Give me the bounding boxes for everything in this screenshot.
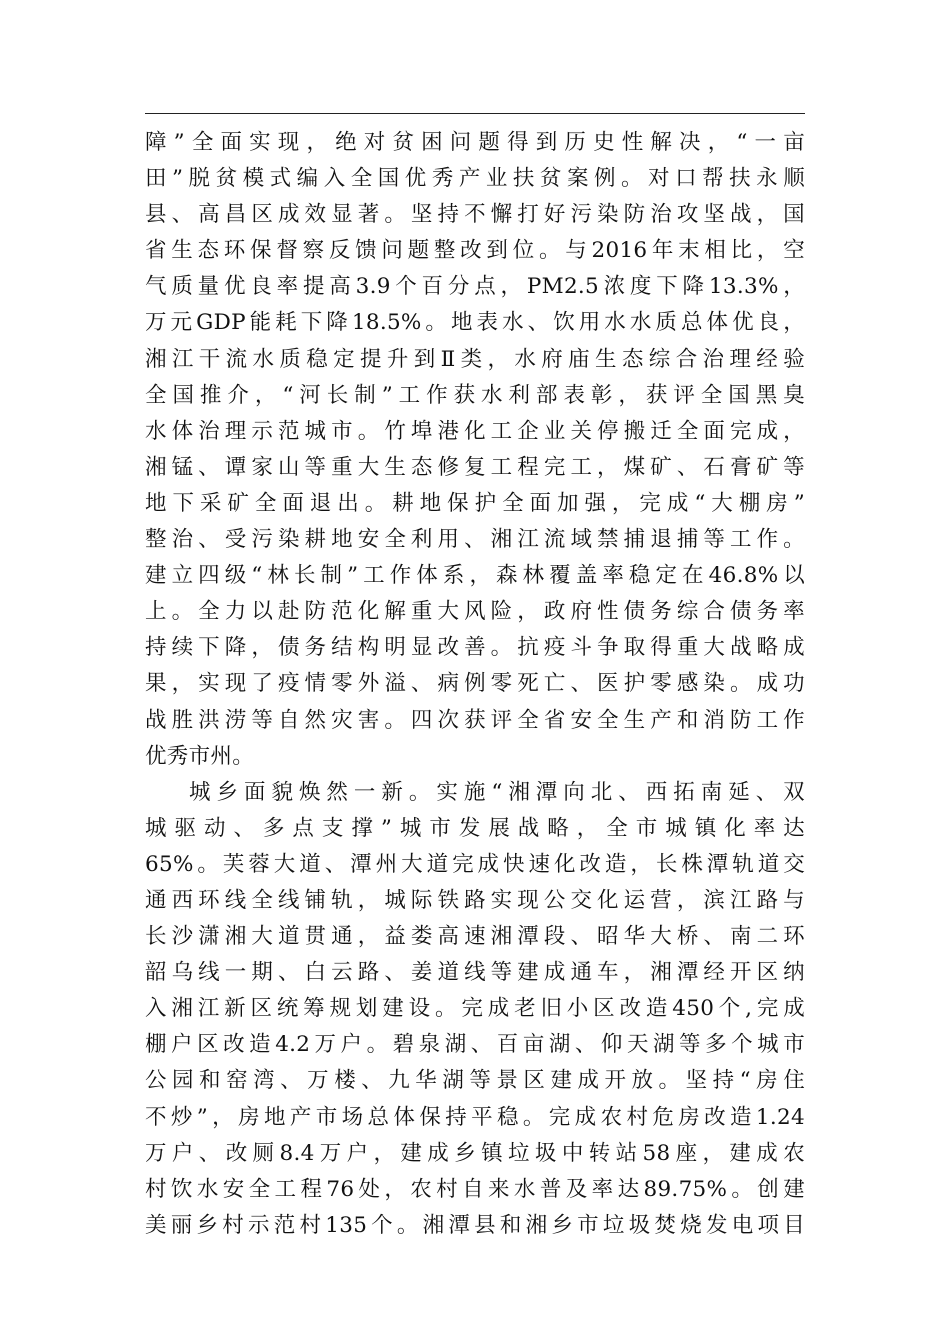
text-line: 万元GDP能耗下降18.5%。地表水、饮用水水质总体优良， <box>145 310 805 336</box>
body-text <box>145 125 805 1244</box>
text-line: 公园和窑湾、万楼、九华湖等景区建成开放。坚持“房住 <box>145 1068 805 1094</box>
header-rule <box>145 113 805 114</box>
text-line: 韶乌线一期、白云路、姜道线等建成通车，湘潭经开区纳 <box>145 960 805 986</box>
text-line: 优秀市州。 <box>145 743 255 769</box>
text-line: 整治、受污染耕地安全利用、湘江流域禁捕退捕等工作。 <box>145 527 805 553</box>
paragraph-2 <box>145 775 805 1244</box>
text-line: 上。全力以赴防范化解重大风险，政府性债务综合债务率 <box>145 599 805 625</box>
text-line: 入湘江新区统筹规划建设。完成老旧小区改造450个,完成 <box>145 996 805 1022</box>
text-line: 城驱动、多点支撑”城市发展战略，全市城镇化率达 <box>145 815 805 841</box>
text-line: 建立四级“林长制”工作体系，森林覆盖率稳定在46.8%以 <box>145 563 805 589</box>
text-line: 通西环线全线铺轨，城际铁路实现公交化运营，滨江路与 <box>145 887 805 913</box>
text-line: 65%。芙蓉大道、潭州大道完成快速化改造，长株潭轨道交 <box>145 851 805 877</box>
paragraph-1 <box>145 125 805 775</box>
text-line: 战胜洪涝等自然灾害。四次获评全省安全生产和消防工作 <box>145 707 805 733</box>
text-line: 果，实现了疫情零外溢、病例零死亡、医护零感染。成功 <box>145 671 805 697</box>
text-line: 村饮水安全工程76处，农村自来水普及率达89.75%。创建 <box>145 1176 805 1202</box>
text-line: 城乡面貌焕然一新。实施“湘潭向北、西拓南延、双 <box>189 779 805 805</box>
text-line: 全国推介，“河长制”工作获水利部表彰，获评全国黑臭 <box>145 382 805 408</box>
text-line: 湘江干流水质稳定提升到Ⅱ类，水府庙生态综合治理经验 <box>145 346 805 372</box>
text-line: 持续下降，债务结构明显改善。抗疫斗争取得重大战略成 <box>145 635 805 661</box>
text-line: 棚户区改造4.2万户。碧泉湖、百亩湖、仰天湖等多个城市 <box>145 1032 805 1058</box>
text-line: 美丽乡村示范村135个。湘潭县和湘乡市垃圾焚烧发电项目 <box>145 1212 805 1238</box>
text-line: 地下采矿全面退出。耕地保护全面加强，完成“大棚房” <box>145 490 805 516</box>
text-line: 水体治理示范城市。竹埠港化工企业关停搬迁全面完成， <box>145 418 805 444</box>
text-line: 障”全面实现，绝对贫困问题得到历史性解决，“一亩 <box>145 130 805 155</box>
text-line: 湘锰、谭家山等重大生态修复工程完工，煤矿、石膏矿等 <box>145 454 805 480</box>
text-line: 不炒”，房地产市场总体保持平稳。完成农村危房改造1.24 <box>145 1104 805 1130</box>
text-line: 省生态环保督察反馈问题整改到位。与2016年末相比，空 <box>145 238 805 264</box>
text-line: 气质量优良率提高3.9个百分点，PM2.5浓度下降13.3%， <box>145 274 805 300</box>
text-line: 田”脱贫模式编入全国优秀产业扶贫案例。对口帮扶永顺 <box>145 166 805 192</box>
text-line: 长沙潇湘大道贯通，益娄高速湘潭段、昭华大桥、南二环 <box>145 924 805 950</box>
text-line: 万户、改厕8.4万户，建成乡镇垃圾中转站58座，建成农 <box>145 1140 805 1166</box>
text-line: 县、高昌区成效显著。坚持不懈打好污染防治攻坚战，国 <box>145 202 805 228</box>
